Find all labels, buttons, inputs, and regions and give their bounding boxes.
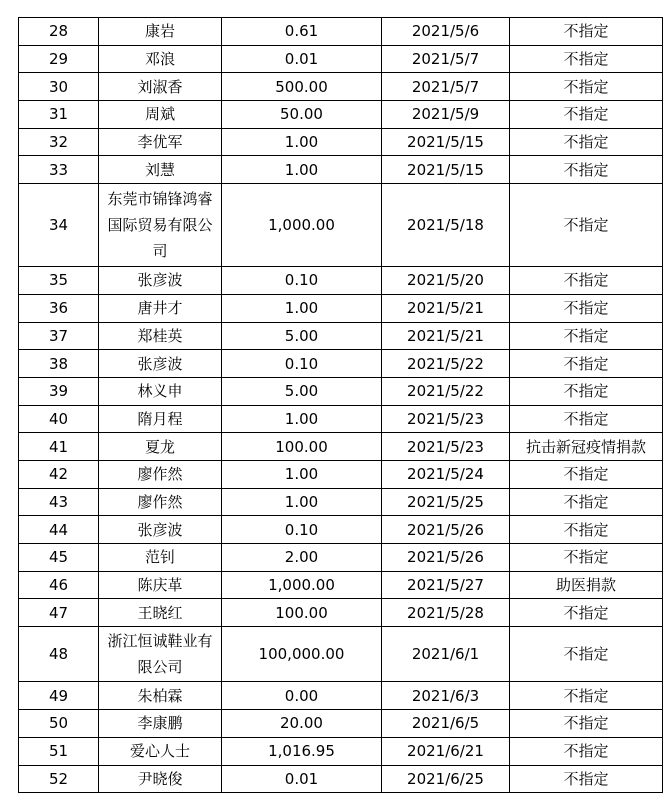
row-number-cell: 52 [19, 765, 99, 793]
donation-purpose-cell: 不指定 [510, 627, 663, 682]
table-row [19, 737, 663, 765]
table-row [19, 267, 663, 295]
donor-name-cell: 刘淑香 [99, 73, 222, 101]
donor-name-cell: 邓浪 [99, 45, 222, 73]
donation-purpose-cell: 不指定 [510, 377, 663, 405]
donation-purpose-cell: 不指定 [510, 765, 663, 793]
row-number-cell: 50 [19, 710, 99, 738]
donor-name-cell: 林义申 [99, 377, 222, 405]
donation-date-cell: 2021/5/23 [382, 405, 510, 433]
row-number-cell: 32 [19, 128, 99, 156]
donation-amount-cell: 0.10 [222, 350, 382, 378]
donor-name-cell: 东莞市锦锋鸿睿国际贸易有限公司 [99, 184, 222, 267]
table-row [19, 516, 663, 544]
donation-amount-cell: 0.10 [222, 516, 382, 544]
donation-amount-cell: 1.00 [222, 156, 382, 184]
row-number-cell: 31 [19, 101, 99, 129]
donor-name-cell: 夏龙 [99, 433, 222, 461]
row-number-cell: 49 [19, 682, 99, 710]
row-number-cell: 42 [19, 460, 99, 488]
table-row [19, 322, 663, 350]
donation-purpose-cell: 助医捐款 [510, 571, 663, 599]
donor-name-cell: 张彦波 [99, 350, 222, 378]
table-row [19, 765, 663, 793]
donation-purpose-cell: 不指定 [510, 682, 663, 710]
table-row [19, 128, 663, 156]
donation-amount-cell: 500.00 [222, 73, 382, 101]
donor-name-cell: 廖作然 [99, 460, 222, 488]
donation-date-cell: 2021/5/21 [382, 322, 510, 350]
donation-purpose-cell: 抗击新冠疫情捐款 [510, 433, 663, 461]
table-row [19, 682, 663, 710]
donation-date-cell: 2021/5/22 [382, 350, 510, 378]
row-number-cell: 28 [19, 18, 99, 46]
donation-purpose-cell: 不指定 [510, 45, 663, 73]
donor-name-cell: 隋月程 [99, 405, 222, 433]
donation-date-cell: 2021/5/9 [382, 101, 510, 129]
donation-date-cell: 2021/5/22 [382, 377, 510, 405]
donor-name-cell: 刘慧 [99, 156, 222, 184]
donation-date-cell: 2021/6/25 [382, 765, 510, 793]
row-number-cell: 45 [19, 544, 99, 572]
donation-purpose-cell: 不指定 [510, 101, 663, 129]
donation-amount-cell: 100.00 [222, 433, 382, 461]
donation-purpose-cell: 不指定 [510, 488, 663, 516]
table-row [19, 350, 663, 378]
donation-purpose-cell: 不指定 [510, 544, 663, 572]
donor-name-cell: 爱心人士 [99, 737, 222, 765]
donation-purpose-cell: 不指定 [510, 184, 663, 267]
donation-purpose-cell: 不指定 [510, 267, 663, 295]
donor-name-cell: 张彦波 [99, 516, 222, 544]
table-row [19, 544, 663, 572]
donor-name-cell: 郑桂英 [99, 322, 222, 350]
donation-date-cell: 2021/5/7 [382, 73, 510, 101]
row-number-cell: 37 [19, 322, 99, 350]
row-number-cell: 33 [19, 156, 99, 184]
donor-name-cell: 朱柏霖 [99, 682, 222, 710]
row-number-cell: 39 [19, 377, 99, 405]
donation-amount-cell: 1,000.00 [222, 184, 382, 267]
table-row [19, 488, 663, 516]
donation-amount-cell: 0.10 [222, 267, 382, 295]
donor-name-cell: 尹晓俊 [99, 765, 222, 793]
donation-date-cell: 2021/5/18 [382, 184, 510, 267]
donor-name-cell: 陈庆革 [99, 571, 222, 599]
donor-name-cell: 李康鹏 [99, 710, 222, 738]
row-number-cell: 41 [19, 433, 99, 461]
donation-date-cell: 2021/6/5 [382, 710, 510, 738]
table-row [19, 184, 663, 267]
row-number-cell: 44 [19, 516, 99, 544]
table-row [19, 405, 663, 433]
table-row [19, 156, 663, 184]
donation-purpose-cell: 不指定 [510, 128, 663, 156]
row-number-cell: 29 [19, 45, 99, 73]
donation-amount-cell: 0.00 [222, 682, 382, 710]
donation-amount-cell: 5.00 [222, 377, 382, 405]
donor-name-cell: 张彦波 [99, 267, 222, 295]
donation-purpose-cell: 不指定 [510, 350, 663, 378]
table-row [19, 294, 663, 322]
row-number-cell: 38 [19, 350, 99, 378]
table-row [19, 377, 663, 405]
donation-table-body [19, 18, 663, 793]
table-row [19, 73, 663, 101]
donation-date-cell: 2021/5/15 [382, 128, 510, 156]
donation-purpose-cell: 不指定 [510, 322, 663, 350]
donation-amount-cell: 2.00 [222, 544, 382, 572]
row-number-cell: 43 [19, 488, 99, 516]
donation-date-cell: 2021/5/25 [382, 488, 510, 516]
row-number-cell: 51 [19, 737, 99, 765]
table-row [19, 433, 663, 461]
table-row [19, 599, 663, 627]
donation-date-cell: 2021/5/6 [382, 18, 510, 46]
donation-date-cell: 2021/5/21 [382, 294, 510, 322]
donation-date-cell: 2021/5/26 [382, 516, 510, 544]
donor-name-cell: 王晓红 [99, 599, 222, 627]
donor-name-cell: 浙江恒诚鞋业有限公司 [99, 627, 222, 682]
donation-amount-cell: 1.00 [222, 294, 382, 322]
donation-amount-cell: 5.00 [222, 322, 382, 350]
donation-purpose-cell: 不指定 [510, 294, 663, 322]
donation-amount-cell: 0.61 [222, 18, 382, 46]
donation-purpose-cell: 不指定 [510, 460, 663, 488]
donation-amount-cell: 1,016.95 [222, 737, 382, 765]
row-number-cell: 36 [19, 294, 99, 322]
donation-date-cell: 2021/6/3 [382, 682, 510, 710]
donor-name-cell: 周斌 [99, 101, 222, 129]
table-row [19, 18, 663, 46]
donation-purpose-cell: 不指定 [510, 156, 663, 184]
table-row [19, 460, 663, 488]
row-number-cell: 35 [19, 267, 99, 295]
row-number-cell: 40 [19, 405, 99, 433]
donation-amount-cell: 1.00 [222, 405, 382, 433]
donation-date-cell: 2021/6/1 [382, 627, 510, 682]
donor-name-cell: 范钊 [99, 544, 222, 572]
donor-name-cell: 康岩 [99, 18, 222, 46]
table-row [19, 571, 663, 599]
table-row [19, 101, 663, 129]
donation-amount-cell: 100,000.00 [222, 627, 382, 682]
row-number-cell: 47 [19, 599, 99, 627]
donation-date-cell: 2021/5/24 [382, 460, 510, 488]
donation-purpose-cell: 不指定 [510, 73, 663, 101]
donation-date-cell: 2021/5/23 [382, 433, 510, 461]
donation-amount-cell: 1.00 [222, 128, 382, 156]
donation-purpose-cell: 不指定 [510, 516, 663, 544]
row-number-cell: 30 [19, 73, 99, 101]
donation-date-cell: 2021/6/21 [382, 737, 510, 765]
donation-date-cell: 2021/5/15 [382, 156, 510, 184]
donation-amount-cell: 1.00 [222, 460, 382, 488]
donation-purpose-cell: 不指定 [510, 737, 663, 765]
donation-amount-cell: 0.01 [222, 45, 382, 73]
row-number-cell: 48 [19, 627, 99, 682]
row-number-cell: 34 [19, 184, 99, 267]
donation-date-cell: 2021/5/28 [382, 599, 510, 627]
donation-date-cell: 2021/5/27 [382, 571, 510, 599]
table-row [19, 627, 663, 682]
donation-table [18, 17, 663, 793]
donation-purpose-cell: 不指定 [510, 599, 663, 627]
donation-amount-cell: 20.00 [222, 710, 382, 738]
donation-amount-cell: 1,000.00 [222, 571, 382, 599]
donor-name-cell: 李优军 [99, 128, 222, 156]
donation-amount-cell: 1.00 [222, 488, 382, 516]
donation-date-cell: 2021/5/7 [382, 45, 510, 73]
row-number-cell: 46 [19, 571, 99, 599]
donation-amount-cell: 100.00 [222, 599, 382, 627]
donation-purpose-cell: 不指定 [510, 405, 663, 433]
donor-name-cell: 廖作然 [99, 488, 222, 516]
table-row [19, 710, 663, 738]
donation-purpose-cell: 不指定 [510, 710, 663, 738]
table-row [19, 45, 663, 73]
donation-amount-cell: 50.00 [222, 101, 382, 129]
donation-purpose-cell: 不指定 [510, 18, 663, 46]
donor-name-cell: 唐井才 [99, 294, 222, 322]
donation-date-cell: 2021/5/26 [382, 544, 510, 572]
donation-amount-cell: 0.01 [222, 765, 382, 793]
donation-date-cell: 2021/5/20 [382, 267, 510, 295]
